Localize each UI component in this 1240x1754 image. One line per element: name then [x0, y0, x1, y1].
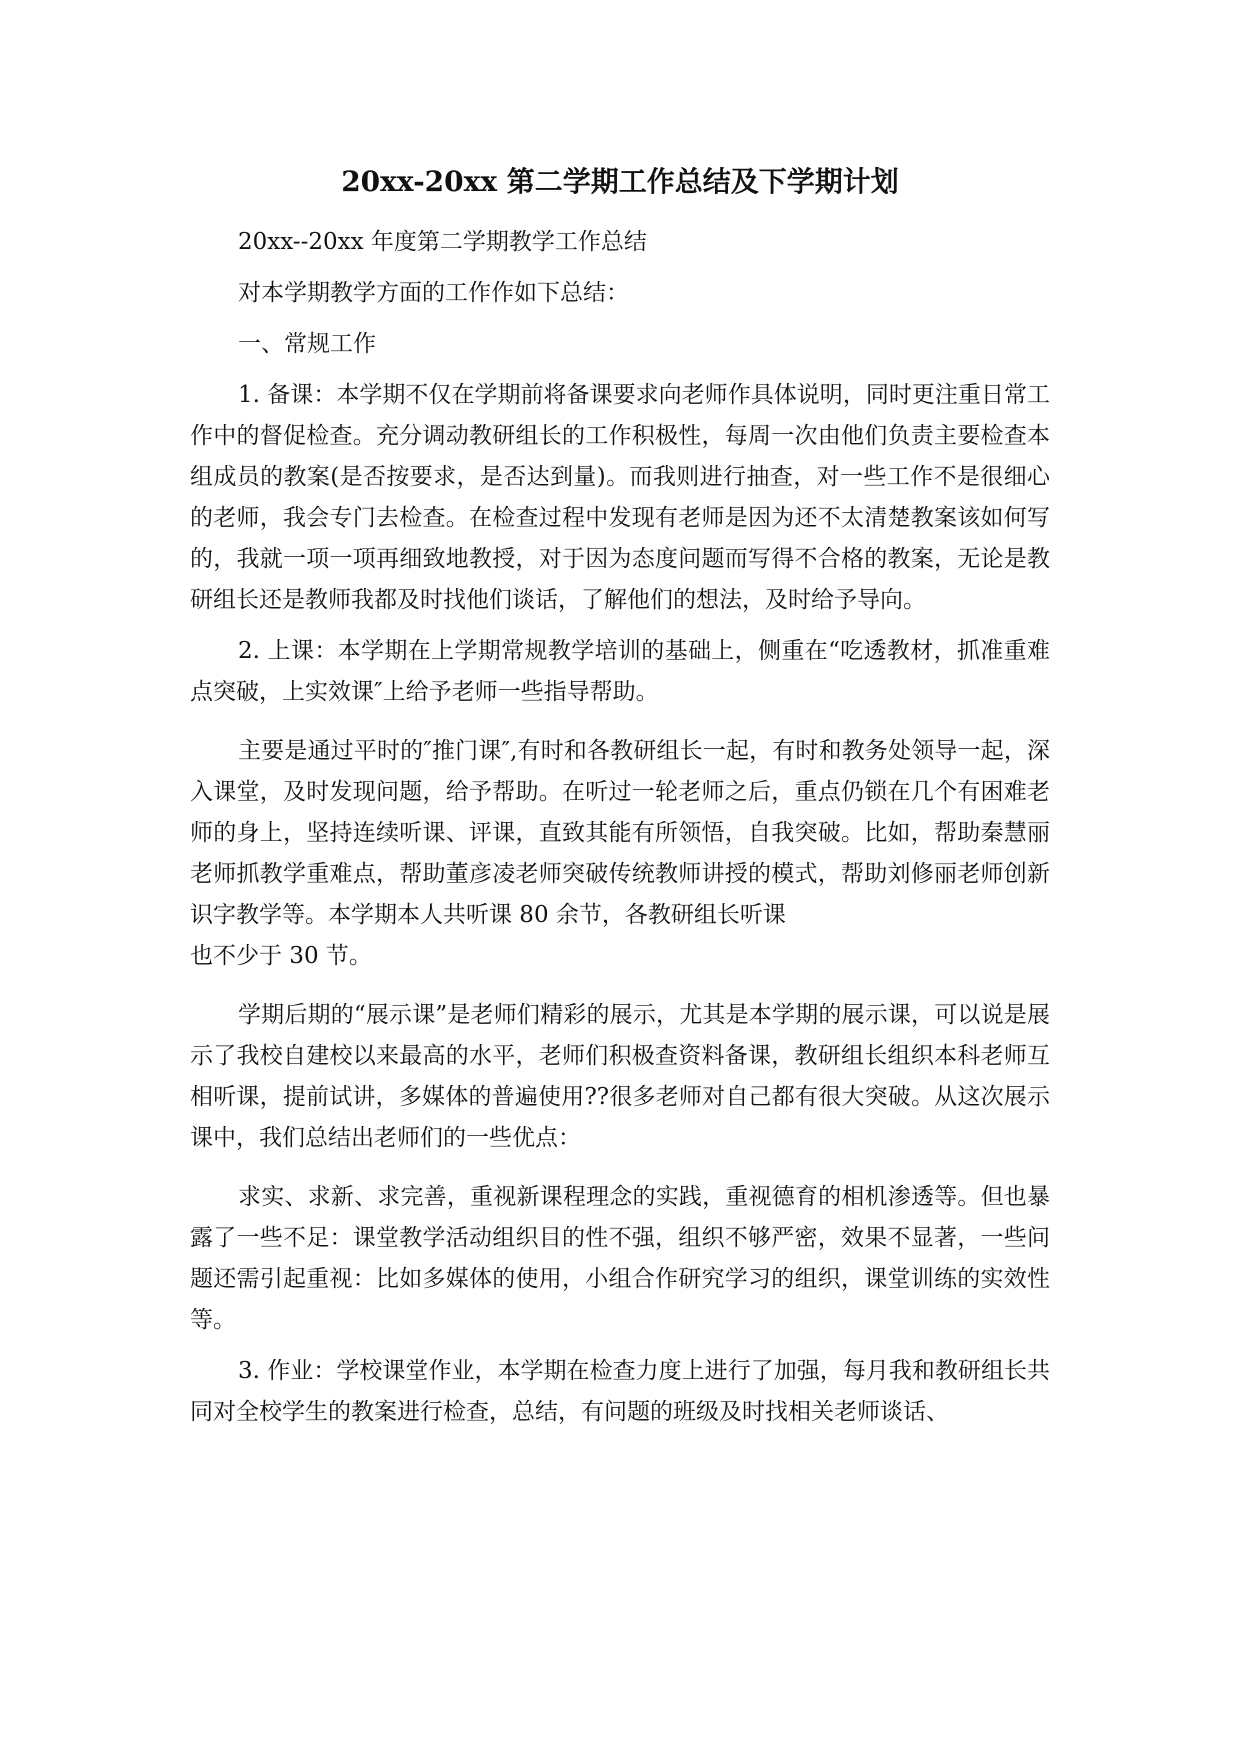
paragraph-classroom-observation: 主要是通过平时的″推门课″,有时和各教研组长一起，有时和教务处领导一起，深入课堂，及时发现问题，给予帮助。在听过一轮老师之后，重点仍锁在几个有困难老师的身上，坚持连续听课、评课，直致其能有所领悟，自我突破。比如，帮助秦慧丽老师抓教学重难点，帮助董彦凌老师突破传统教师讲授的模式，帮助刘修丽老师创新识字教学等。本学期本人共听课 80 余节，各教研组长听课 [190, 738, 1050, 928]
document-title: 20xx-20xx 第二学期工作总结及下学期计划 [341, 165, 899, 198]
item-teaching: 2. 上课：本学期在上学期常规教学培训的基础上，侧重在“吃透教材，抓准重难点突破，上实效课″上给予老师一些指导帮助。 [190, 638, 1050, 705]
document-page [190, 160, 1050, 1433]
item-homework: 3. 作业：学校课堂作业，本学期在检查力度上进行了加强，每月我和教研组长共同对全校学生的教案进行检查，总结，有问题的班级及时找相关老师谈话、 [190, 1358, 1050, 1425]
paragraph-showcase-lessons: 学期后期的“展示课”是老师们精彩的展示，尤其是本学期的展示课，可以说是展示了我校自建校以来最高的水平，老师们积极查资料备课，教研组长组织本科老师互相听课，提前试讲，多媒体的普遍使用??很多老师对自己都有很大突破。从这次展示课中，我们总结出老师们的一些优点： [190, 1002, 1050, 1151]
item-lesson-preparation: 1. 备课：本学期不仅在学期前将备课要求向老师作具体说明，同时更注重日常工作中的督促检查。充分调动教研组长的工作积极性，每周一次由他们负责主要检查本组成员的教案(是否按要求，是否达到量)。而我则进行抽查，对一些工作不是很细心的老师，我会专门去检查。在检查过程中发现有老师是因为还不太清楚教案该如何写的，我就一项一项再细致地教授，对于因为态度问题而写得不合格的教案，无论是教研组长还是教师我都及时找他们谈话，了解他们的想法，及时给予导向。 [190, 382, 1050, 613]
paragraph-classroom-observation-continued: 也不少于 30 节。 [190, 943, 372, 969]
section-heading-routine-work: 一、常规工作 [238, 331, 376, 357]
intro-paragraph: 对本学期教学方面的工作作如下总结： [238, 280, 629, 306]
paragraph-merits-and-shortcomings: 求实、求新、求完善，重视新课程理念的实践，重视德育的相机渗透等。但也暴露了一些不足：课堂教学活动组织目的性不强，组织不够严密，效果不显著，一些问题还需引起重视：比如多媒体的使用，小组合作研究学习的组织，课堂训练的实效性等。 [190, 1184, 1050, 1333]
subtitle-line: 20xx--20xx 年度第二学期教学工作总结 [238, 229, 647, 255]
